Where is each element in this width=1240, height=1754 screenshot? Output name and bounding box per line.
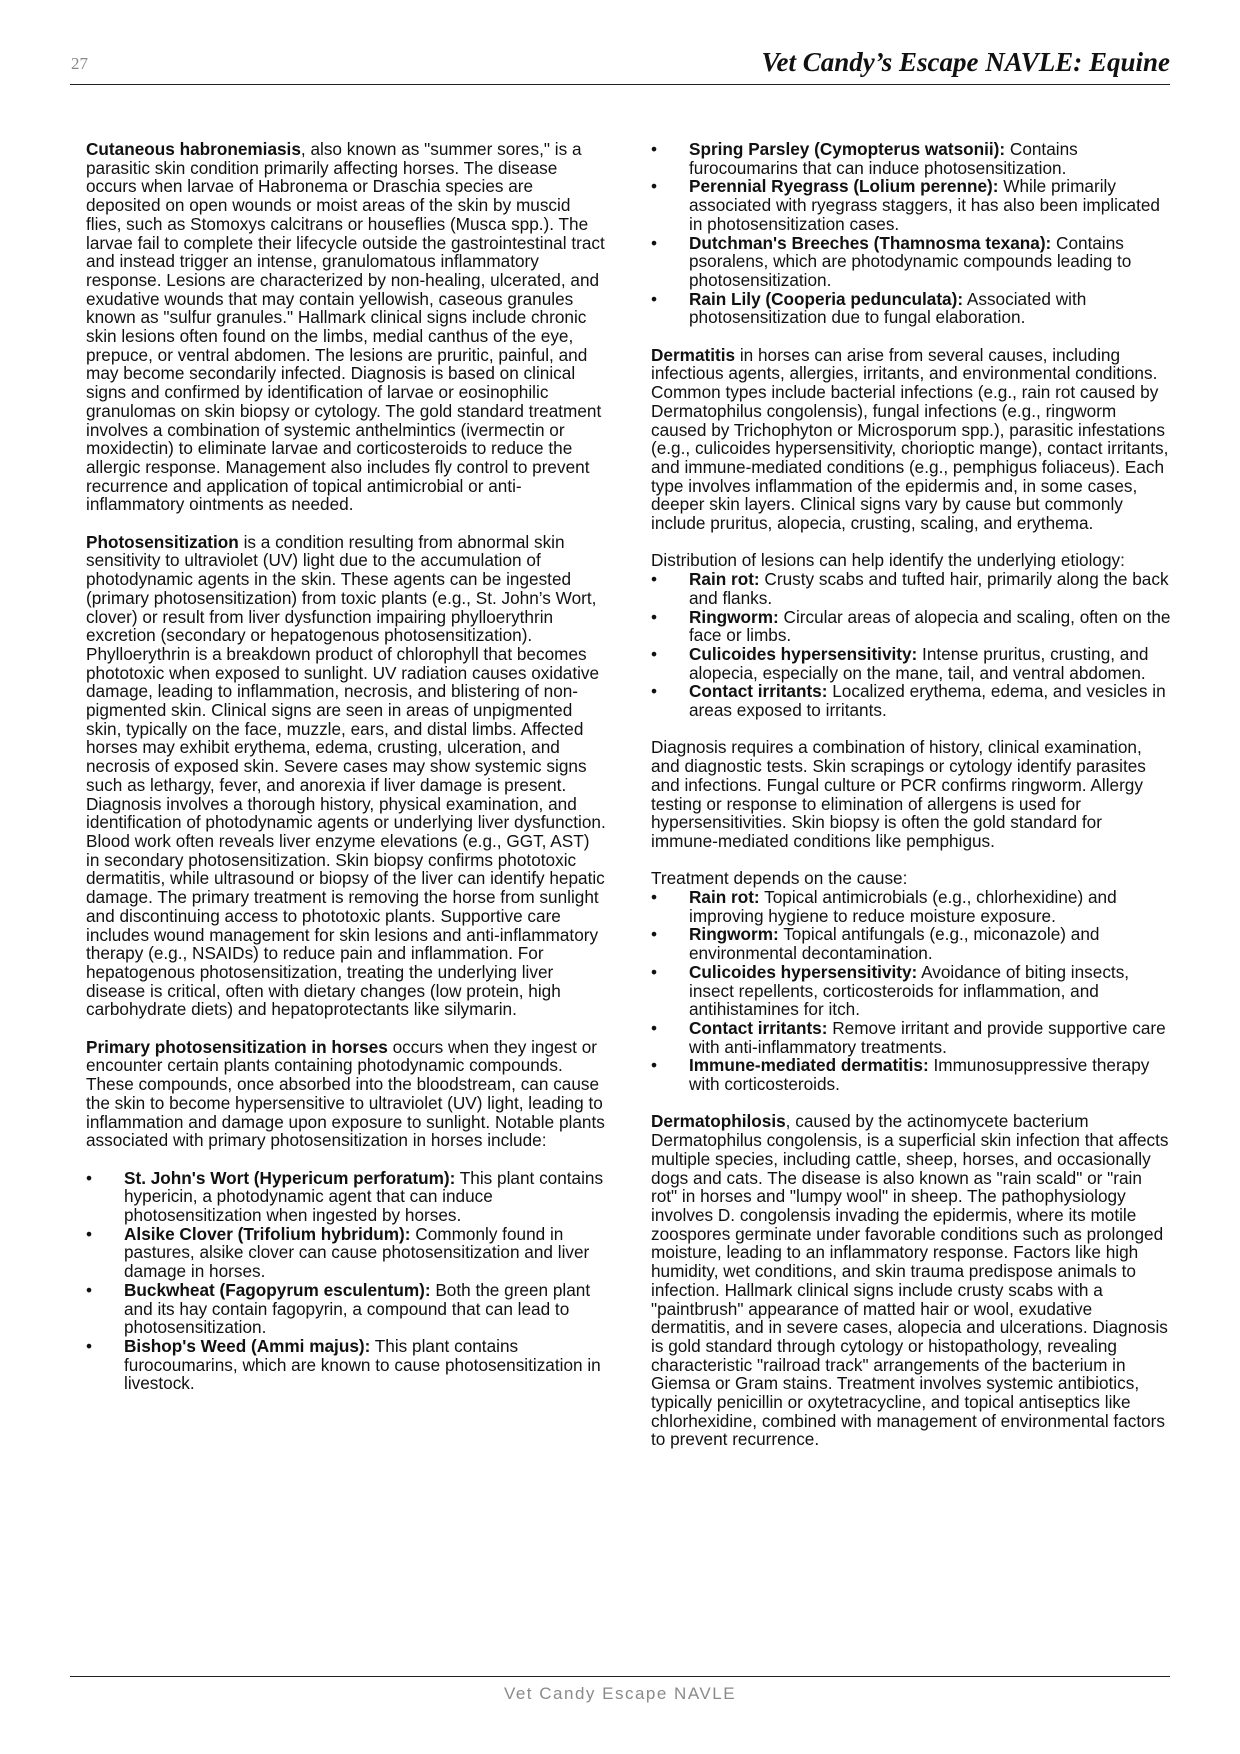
- list-item-term: Ringworm:: [689, 606, 779, 627]
- list-item-term: Ringworm:: [689, 924, 779, 945]
- section-term: Cutaneous habronemiasis: [86, 139, 301, 159]
- phylloerythrin-paragraph: Phylloerythrin is a breakdown product of chlorophyll that becomes phototoxic when exposed to sunlight. UV radiation causes oxidative damage, leading to inflammation, necrosis, and blistering of non-pigmented skin. Clinical signs are seen in areas of unpigmented skin, typically on the face, muzzle, ears, and distal limbs. Affected horses may exhibit erythema, edema, crusting, ulceration, and necrosis of exposed skin. Severe cases may show systemic signs such as lethargy, fever, and anorexia if liver damage is present. Diagnosis involves a thorough history, physical examination, and identification of photodynamic agents or underlying liver dysfunction. Blood work often reveals liver enzyme elevations (e.g., GGT, AST) in secondary photosensitization. Skin biopsy confirms phototoxic dermatitis, while ultrasound or biopsy of the liver can identify hepatic damage. The primary treatment is removing the horse from sunlight and discontinuing access to phototoxic plants. Supportive care includes wound management for skin lesions and anti-inflammatory therapy (e.g., NSAIDs) to reduce pain and inflammation. For hepatogenous photosensitization, treating the underlying liver disease is critical, often with dietary changes (low protein, high carbohydrate diets) and hepatoprotectants like silymarin.: [86, 643, 606, 1020]
- dermatitis-paragraph: [651, 346, 1171, 533]
- section-body: in horses can arise from several causes, including infectious agents, allergies, irritants, and environmental conditions. Common types include bacterial infections (e.g., rain rot caused by Dermatophilus congolensis), fungal infections (e.g., ringworm caused by Trichophyton or Microsporum spp.), parasitic infestations (e.g., culicoides hypersensitivity, chorioptic mange), contact irritants, and immune-mediated conditions (e.g., pemphigus foliaceus). Each type involves inflammation of the epidermis and, in some cases, deeper skin layers. Clinical signs vary by cause but commonly include pruritus, alopecia, crusting, scaling, and erythema.: [651, 344, 1169, 534]
- list-item-text: This plant contains furocoumarins, which are known to cause photosensitization in livestock.: [124, 1335, 601, 1394]
- list-item-term: Rain rot:: [689, 569, 760, 590]
- list-item-term: Rain rot:: [689, 887, 760, 908]
- distribution-list: [651, 570, 1171, 720]
- section-body: , also known as "summer sores," is a parasitic skin condition primarily affecting horses. The disease occurs when larvae of Habronema or Draschia species are deposited on open wounds or moist areas of the skin by muscid flies, such as Stomoxys calcitrans or houseflies (Musca spp.). The larvae fail to complete their lifecycle outside the gastrointestinal tract and instead trigger an intense, granulomatous inflammatory response. Lesions are characterized by non-healing, ulcerated, and exudative wounds that may contain yellowish, caseous granules known as "sulfur granules." Hallmark clinical signs include chronic skin lesions often found on the limbs, medial canthus of the eye, prepuce, or ventral abdomen. The lesions are pruritic, painful, and may become secondarily infected. Diagnosis is based on clinical signs and confirmed by identification of larvae or eosinophilic granulomas on skin biopsy or cytology. The gold standard treatment involves a combination of systemic anthelmintics (ivermectin or moxidectin) to eliminate larvae and corticosteroids to reduce the allergic response. Management also includes fly control to prevent recurrence and application of topical antimicrobial or anti-inflammatory ointments as needed.: [86, 139, 605, 515]
- list-item: [651, 177, 1171, 233]
- plant-list-continued: [651, 140, 1171, 327]
- plant-list: [86, 1169, 606, 1393]
- primary-photosensitization-paragraph: [86, 1038, 606, 1150]
- list-item: [86, 1281, 606, 1337]
- list-item-term: Rain Lily (Cooperia pedunculata):: [689, 288, 964, 309]
- list-item-term: Contact irritants:: [689, 1017, 828, 1038]
- header-divider: [70, 84, 1170, 85]
- distribution-intro: Distribution of lesions can help identify the underlying etiology:: [651, 550, 1125, 571]
- treatment-intro: Treatment depends on the cause:: [651, 868, 908, 889]
- list-item-term: Contact irritants:: [689, 681, 828, 702]
- list-item-text: Circular areas of alopecia and scaling, often on the face or limbs.: [689, 606, 1171, 646]
- cutaneous-habronemiasis-paragraph: [86, 140, 606, 514]
- list-item-text: Contains furocoumarins that can induce photosensitization.: [689, 139, 1078, 178]
- list-item-text: Localized erythema, edema, and vesicles in areas exposed to irritants.: [689, 681, 1166, 721]
- list-item-term: St. John's Wort (Hypericum perforatum):: [124, 1167, 456, 1188]
- list-item-text: Intense pruritus, crusting, and alopecia, especially on the mane, tail, and ventral abdomen.: [689, 643, 1149, 683]
- list-item-text: Contains psoralens, which are photodynamic compounds leading to photosensitization.: [689, 232, 1132, 290]
- list-item: [651, 1056, 1171, 1093]
- list-item-text: While primarily associated with ryegrass staggers, it has also been implicated in photosensitization cases.: [689, 176, 1160, 234]
- list-item-text: Topical antifungals (e.g., miconazole) and environmental decontamination.: [689, 924, 1100, 964]
- list-item: [86, 1169, 606, 1225]
- footer-text: Vet Candy Escape NAVLE: [503, 1684, 737, 1703]
- list-item: [651, 1019, 1171, 1056]
- treatment-list: [651, 888, 1171, 1094]
- section-body: is a condition resulting from abnormal skin sensitivity to ultraviolet (UV) light due to the accumulation of photodynamic agents in the skin. These agents can be ingested (primary photosensitization) from toxic plants (e.g., St. John’s Wort, clover) or result from liver dysfunction impairing phylloerythrin excretion (secondary or hepatogenous photosensitization).: [86, 531, 597, 646]
- list-item-term: Culicoides hypersensitivity:: [689, 961, 918, 982]
- list-item-text: Both the green plant and its hay contain fagopyrin, a compound that can lead to photosensitization.: [124, 1279, 591, 1338]
- page-number: 27: [71, 54, 88, 73]
- list-item-term: Dutchman's Breeches (Thamnosma texana):: [689, 232, 1052, 253]
- list-item-text: Avoidance of biting insects, insect repellents, corticosteroids for inflammation, and antihistamines for itch.: [689, 961, 1130, 1020]
- list-item-term: Spring Parsley (Cymopterus watsonii):: [689, 139, 1006, 159]
- list-item: [651, 925, 1171, 962]
- list-item: [651, 682, 1171, 719]
- list-item: [651, 608, 1171, 645]
- list-item-text: This plant contains hypericin, a photodynamic agent that can induce photosensitization when ingested by horses.: [124, 1167, 604, 1226]
- running-title: Vet Candy’s Escape NAVLE: Equine: [761, 47, 1170, 77]
- dermatophilosis-paragraph: [651, 1112, 1171, 1449]
- list-item: [651, 140, 1171, 177]
- list-item-term: Buckwheat (Fagopyrum esculentum):: [124, 1279, 431, 1300]
- section-term: Photosensitization: [86, 531, 239, 552]
- list-item: [651, 645, 1171, 682]
- list-item-text: Commonly found in pastures, alsike clover can cause photosensitization and liver damage in horses.: [124, 1223, 590, 1282]
- list-item-text: Immunosuppressive therapy with corticosteroids.: [689, 1055, 1150, 1095]
- list-item: [651, 963, 1171, 1019]
- list-item-term: Bishop's Weed (Ammi majus):: [124, 1335, 371, 1356]
- list-item: [86, 1225, 606, 1281]
- photosensitization-paragraph: [86, 533, 606, 645]
- list-item: [651, 234, 1171, 290]
- right-column: [651, 140, 1171, 1468]
- list-item-term: Perennial Ryegrass (Lolium perenne):: [689, 176, 999, 197]
- list-item-term: Alsike Clover (Trifolium hybridum):: [124, 1223, 411, 1244]
- section-body: occurs when they ingest or encounter certain plants containing photodynamic compounds. These compounds, once absorbed into the bloodstream, can cause the skin to become hypersensitive to ultraviolet (UV) light, leading to inflammation and damage upon exposure to sunlight. Notable plants associated with primary photosensitization in horses include:: [86, 1036, 605, 1151]
- list-item-text: Crusty scabs and tufted hair, primarily along the back and flanks.: [689, 569, 1169, 608]
- list-item: [86, 1337, 606, 1393]
- footer-divider: [70, 1676, 1170, 1677]
- list-item-text: Topical antimicrobials (e.g., chlorhexidine) and improving hygiene to reduce moisture exposure.: [689, 887, 1117, 926]
- list-item: [651, 290, 1171, 327]
- section-term: Primary photosensitization in horses: [86, 1036, 388, 1057]
- list-item-text: Associated with photosensitization due to fungal elaboration.: [689, 288, 1087, 328]
- diagnosis-paragraph: Diagnosis requires a combination of history, clinical examination, and diagnostic tests. Skin scrapings or cytology identify parasites and infections. Fungal culture or PCR confirms ringworm. Allergy testing or response to elimination of allergens is used for hypersensitivities. Skin biopsy is often the gold standard for immune-mediated conditions like pemphigus.: [651, 737, 1146, 851]
- section-term: Dermatophilosis: [651, 1111, 786, 1132]
- section-body: , caused by the actinomycete bacterium Dermatophilus congolensis, is a superficial skin infection that affects multiple species, including cattle, sheep, horses, and occasionally dogs and cats. The disease is also known as "rain scald" or "rain rot" in horses and "lumpy wool" in sheep. The pathophysiology involves D. congolensis invading the epidermis, where its motile zoospores germinate under favorable conditions such as prolonged moisture, leading to an inflammatory response. Factors like high humidity, wet conditions, and skin trauma predispose animals to infection. Hallmark clinical signs include crusty scabs with a "paintbrush" appearance of matted hair or wool, exudative dermatitis, and in severe cases, alopecia and ulcerations. Diagnosis is gold standard through cytology or histopathology, revealing characteristic "railroad track" arrangements of the bacterium in Giemsa or Gram stains. Treatment involves systemic antibiotics, typically penicillin or oxytetracycline, and topical antiseptics like chlorhexidine, combined with management of environmental factors to prevent recurrence.: [651, 1111, 1169, 1450]
- list-item-term: Immune-mediated dermatitis:: [689, 1055, 929, 1076]
- list-item: [651, 888, 1171, 925]
- list-item: [651, 570, 1171, 607]
- section-term: Dermatitis: [651, 344, 736, 365]
- list-item-term: Culicoides hypersensitivity:: [689, 643, 918, 664]
- left-column: [86, 140, 606, 1412]
- list-item-text: Remove irritant and provide supportive care with anti-inflammatory treatments.: [689, 1017, 1166, 1057]
